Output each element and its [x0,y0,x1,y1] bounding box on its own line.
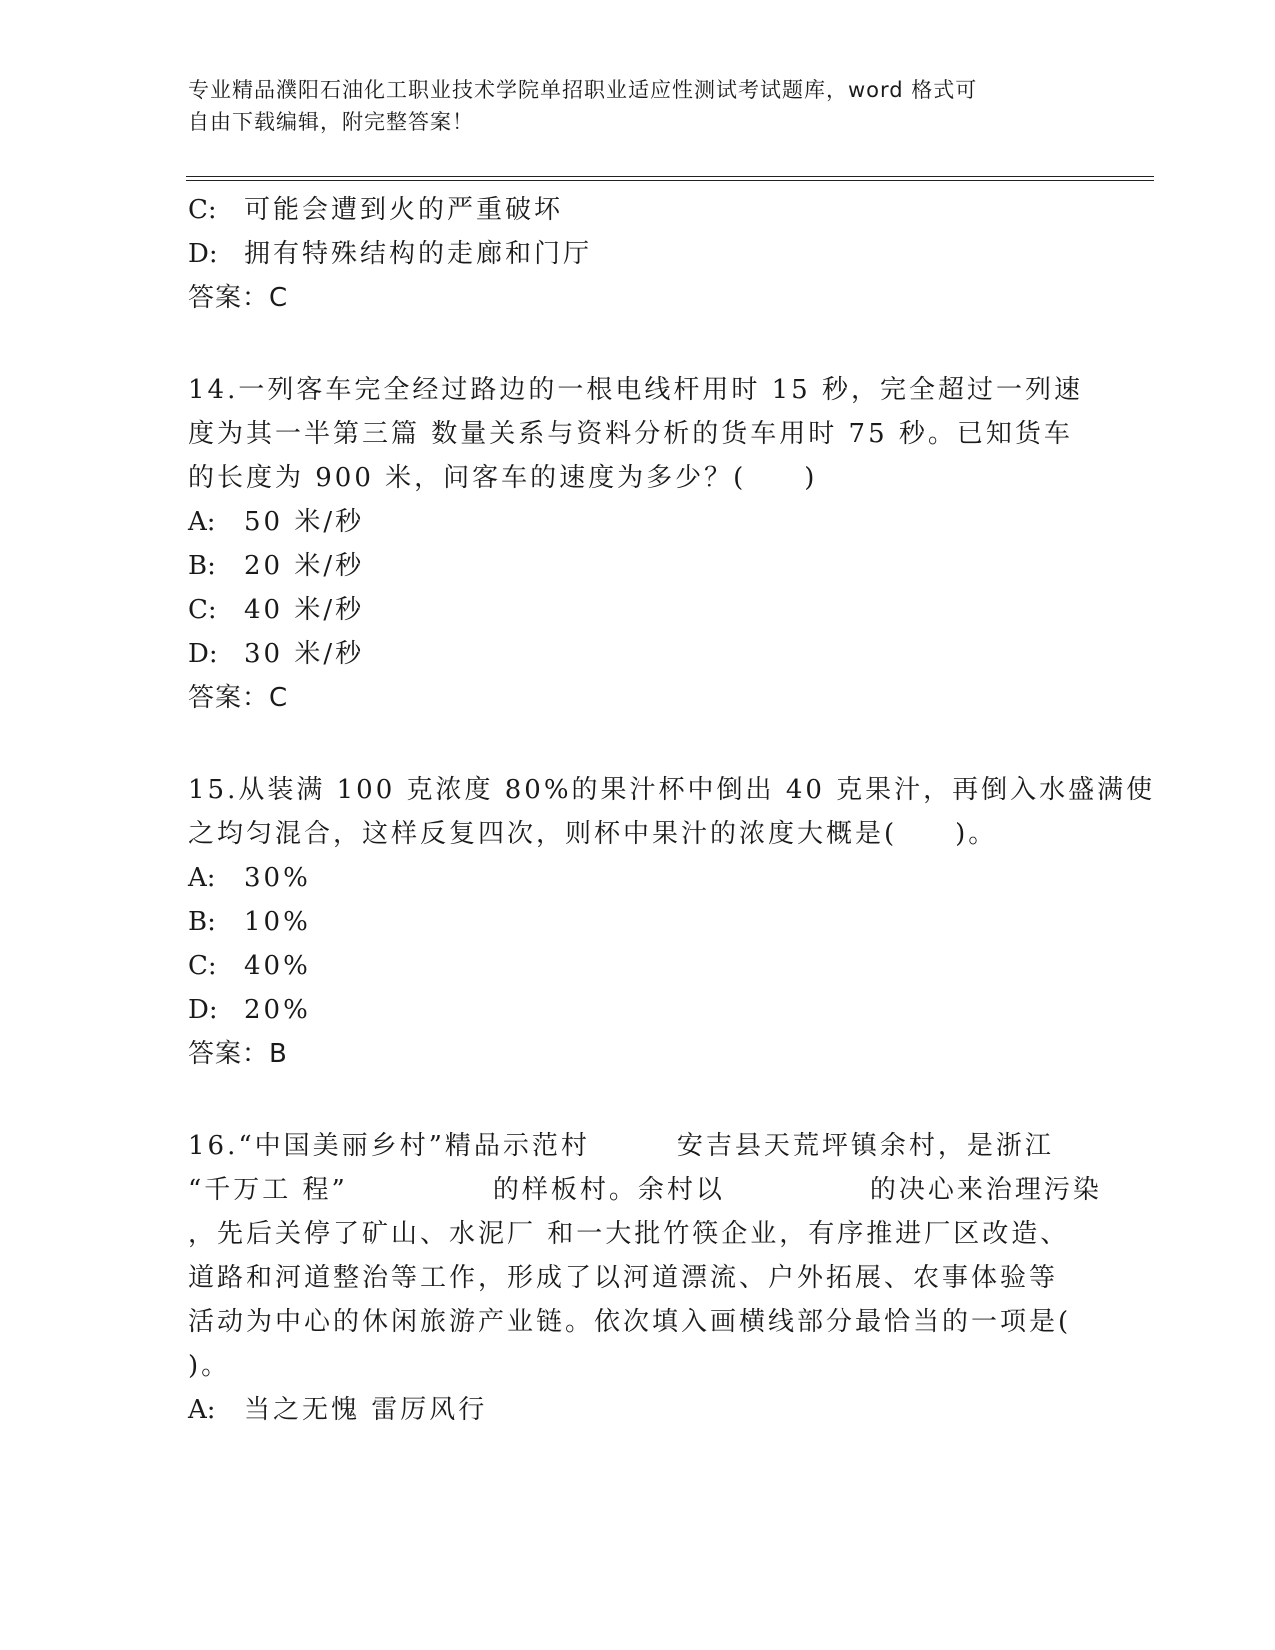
option-text: 可能会遭到火的严重破坏 [244,195,564,225]
question-line: 15.从装满 100 克浓度 80%的果汁杯中倒出 40 克果汁，再倒入水盛满使 [188,775,1156,805]
option-c [188,588,1088,632]
question-text [188,768,1156,856]
question-line: ，先后关停了矿山、水泥厂 和一大批竹筷企业，有序推进厂区改造、 [188,1219,1070,1249]
header-line-1: 专业精品濮阳石油化工职业技术学院单招职业适应性测试考试题库，word 格式可 [188,78,978,102]
option-letter: D: [188,995,218,1025]
question-line: )。 [188,1351,231,1381]
option-letter: C: [188,195,217,225]
question-line: 活动为中心的休闲旅游产业链。依次填入画横线部分最恰当的一项是( [188,1307,1072,1337]
option-b [188,544,1088,588]
option-letter: B: [188,551,216,581]
option-letter: A: [188,1395,216,1425]
option-letter: C: [188,951,217,981]
option-text: 30% [244,863,311,893]
question-text [188,368,1083,500]
page-header [188,74,1068,138]
answer-line: 答案：C [188,283,289,313]
option-text: 10% [244,907,311,937]
question-14 [188,368,1088,720]
question-line: 14.一列客车完全经过路边的一根电线杆用时 15 秒，完全超过一列速 [188,375,1083,405]
question-16 [188,1124,1102,1432]
question-line: “千万工 程” 的样板村。余村以 的决心来治理污染 [188,1175,1102,1205]
option-text: 40% [244,951,311,981]
question-line: 度为其一半第三篇 数量关系与资料分析的货车用时 75 秒。已知货车 [188,419,1073,449]
answer-line: 答案：C [188,683,289,713]
question-line: 之均匀混合，这样反复四次，则杯中果汁的浓度大概是( )。 [188,819,998,849]
question-line: 16.“中国美丽乡村”精品示范村 安吉县天荒坪镇余村，是浙江 [188,1131,1054,1161]
option-letter: A: [188,863,216,893]
option-c [188,188,1088,232]
header-divider [186,176,1154,181]
option-letter: D: [188,239,218,269]
option-text: 50 米/秒 [244,507,365,537]
question-text [188,1124,1102,1388]
option-letter: B: [188,907,216,937]
option-d [188,632,1088,676]
option-b [188,900,1088,944]
question-content [188,188,1156,1432]
option-letter: A: [188,507,216,537]
option-a [188,1388,1088,1432]
header-line-2: 自由下载编辑，附完整答案！ [188,110,474,134]
option-text: 当之无愧 雷厉风行 [244,1395,488,1425]
option-d [188,232,1088,276]
option-letter: D: [188,639,218,669]
option-c [188,944,1088,988]
option-text: 30 米/秒 [244,639,365,669]
question-line: 的长度为 900 米，问客车的速度为多少？( ) [188,463,818,493]
option-letter: C: [188,595,217,625]
option-text: 40 米/秒 [244,595,365,625]
question-13-tail [188,188,1088,320]
option-d [188,988,1088,1032]
option-a [188,500,1088,544]
question-line: 道路和河道整治等工作，形成了以河道漂流、户外拓展、农事体验等 [188,1263,1059,1293]
answer-line: 答案：B [188,1039,288,1069]
option-text: 20 米/秒 [244,551,365,581]
option-text: 20% [244,995,311,1025]
option-a [188,856,1088,900]
question-15 [188,768,1156,1076]
option-text: 拥有特殊结构的走廊和门厅 [244,239,593,269]
